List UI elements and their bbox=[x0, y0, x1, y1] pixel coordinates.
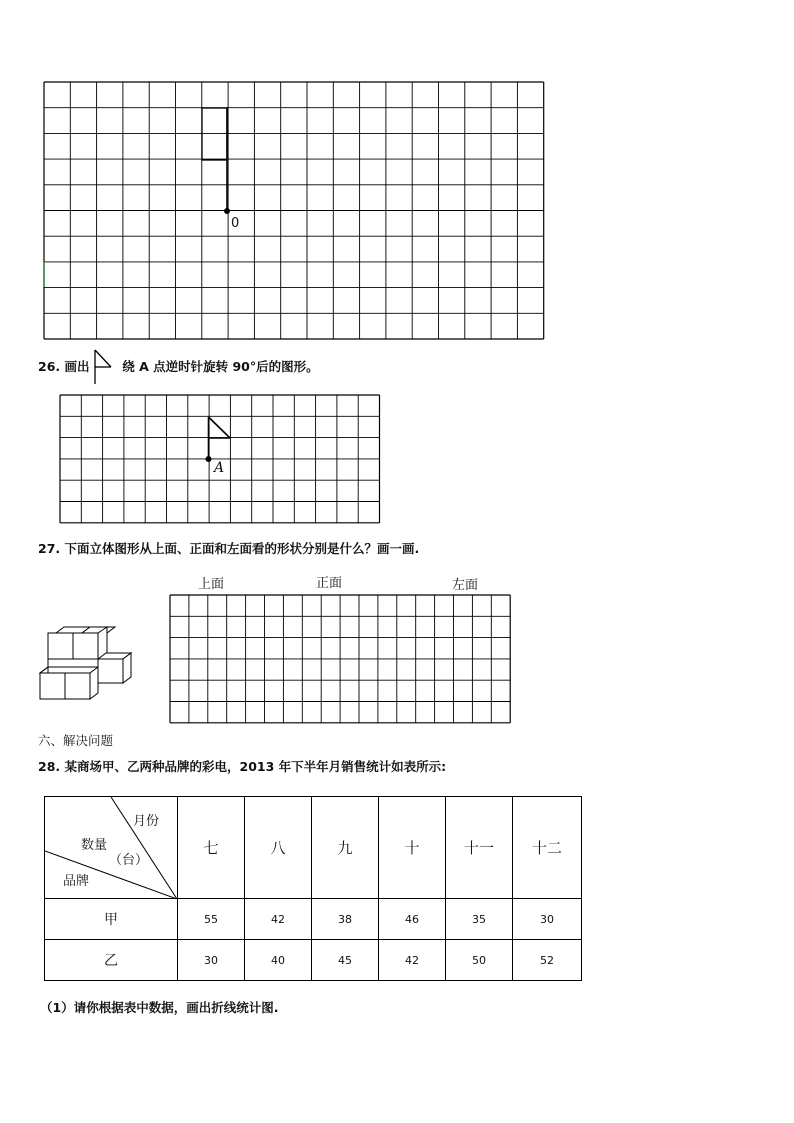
value-cell: 55 bbox=[178, 899, 245, 940]
q26-text bbox=[38, 359, 319, 375]
corner-unit-label: （台） bbox=[109, 853, 149, 868]
grid-1-lines bbox=[44, 82, 544, 339]
month-header-9: 九 bbox=[312, 797, 379, 899]
sales-table bbox=[44, 796, 582, 981]
table-corner-cell bbox=[45, 797, 178, 899]
table-row-yi bbox=[45, 940, 582, 981]
q27-body: 下面立体图形从上面、正面和左面看的形状分别是什么？画一画. bbox=[64, 541, 420, 556]
grid-2-point bbox=[206, 456, 212, 462]
label-top-view: 上面 bbox=[198, 577, 225, 592]
value-cell: 42 bbox=[379, 940, 446, 981]
grid-2 bbox=[0, 385, 794, 530]
label-front-view: 正面 bbox=[316, 576, 343, 591]
q26-number: 26. bbox=[38, 359, 61, 374]
value-cell: 38 bbox=[312, 899, 379, 940]
month-header-8: 八 bbox=[245, 797, 312, 899]
corner-quantity-label: 数量 bbox=[81, 838, 108, 853]
q28-number: 28. bbox=[38, 759, 61, 774]
q26-pre: 画出 bbox=[64, 359, 90, 374]
grid-1 bbox=[0, 0, 794, 345]
grid-3 bbox=[0, 590, 794, 730]
value-cell: 30 bbox=[513, 899, 582, 940]
corner-brand-label: 品牌 bbox=[63, 874, 90, 889]
value-cell: 50 bbox=[446, 940, 513, 981]
value-cell: 40 bbox=[245, 940, 312, 981]
q26-post: 绕 A 点逆时针旋转 90°后的图形。 bbox=[122, 359, 319, 374]
value-cell: 45 bbox=[312, 940, 379, 981]
section-6-title: 六、解决问题 bbox=[38, 733, 114, 748]
grid-2-point-label: A bbox=[214, 460, 225, 476]
q28-part1-text: （1）请你根据表中数据，画出折线统计图. bbox=[40, 1000, 279, 1015]
q27-text bbox=[38, 541, 419, 557]
table-row-jia bbox=[45, 899, 582, 940]
grid-1-rectangle bbox=[202, 108, 227, 160]
value-cell: 42 bbox=[245, 899, 312, 940]
q28-body: 某商场甲、乙两种品牌的彩电，2013 年下半年月销售统计如表所示: bbox=[64, 759, 447, 774]
month-header-12: 十二 bbox=[513, 797, 582, 899]
grid-1-point bbox=[224, 208, 230, 214]
table-header-row bbox=[45, 797, 582, 899]
brand-cell-yi: 乙 bbox=[45, 940, 178, 981]
grid-2-lines bbox=[60, 395, 380, 523]
value-cell: 30 bbox=[178, 940, 245, 981]
grid-3-lines bbox=[170, 595, 510, 723]
corner-month-label: 月份 bbox=[133, 814, 160, 829]
grid-1-point-label: 0 bbox=[231, 216, 240, 231]
brand-cell-jia: 甲 bbox=[45, 899, 178, 940]
month-header-10: 十 bbox=[379, 797, 446, 899]
q27-number: 27. bbox=[38, 541, 61, 556]
value-cell: 46 bbox=[379, 899, 446, 940]
grid-2-flag-diagonal bbox=[209, 417, 231, 438]
value-cell: 35 bbox=[446, 899, 513, 940]
month-header-11: 十一 bbox=[446, 797, 513, 899]
flag-icon bbox=[90, 348, 120, 386]
value-cell: 52 bbox=[513, 940, 582, 981]
q28-text bbox=[38, 759, 446, 775]
month-header-7: 七 bbox=[178, 797, 245, 899]
label-left-view: 左面 bbox=[452, 578, 479, 593]
